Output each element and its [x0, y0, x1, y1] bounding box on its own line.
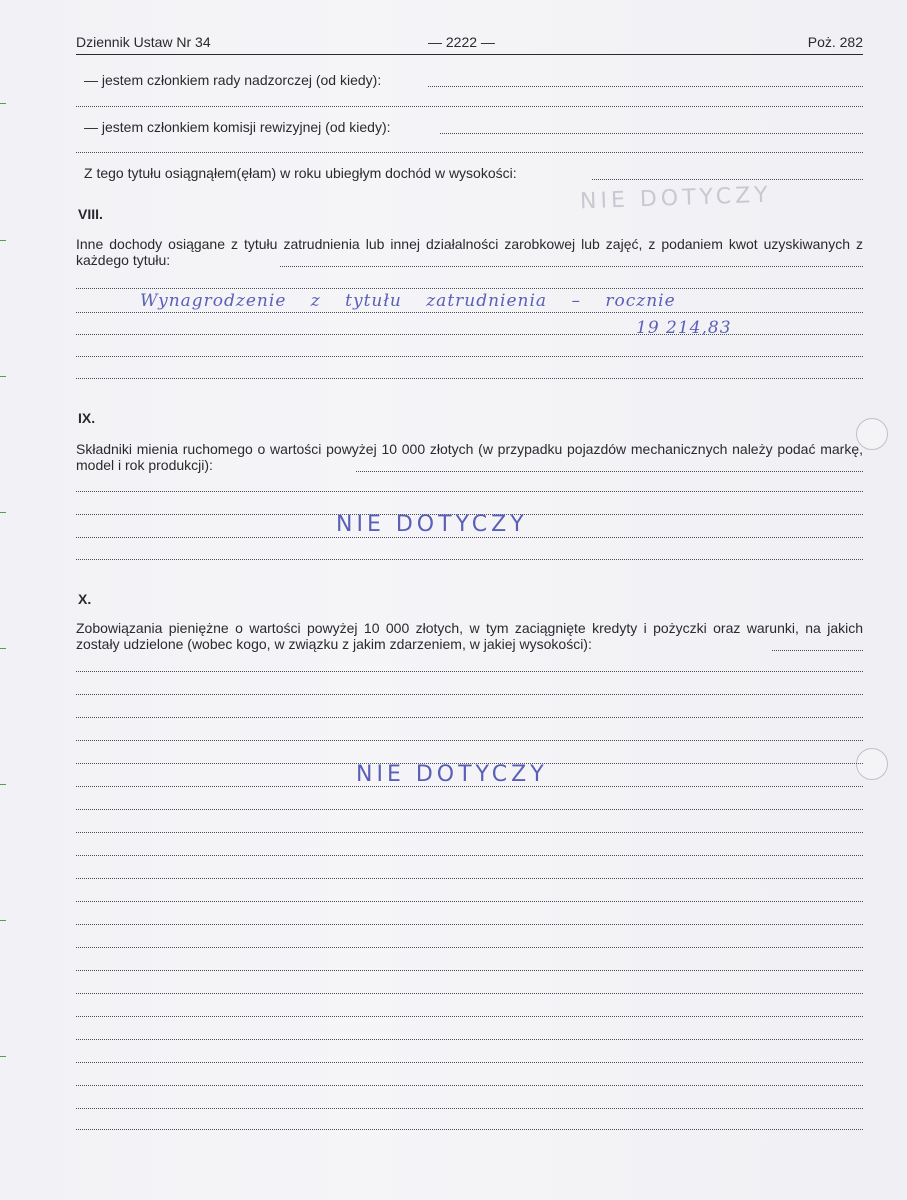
- blank-line[interactable]: [76, 559, 863, 560]
- audit-committee-label: — jestem członkiem komisji rewizyjnej (od kiedy):: [84, 119, 391, 135]
- income-field[interactable]: [592, 179, 863, 180]
- audit-committee-field[interactable]: [440, 133, 863, 134]
- blank-line[interactable]: [76, 1039, 863, 1040]
- blank-line[interactable]: [76, 312, 863, 313]
- edge-mark: [0, 512, 6, 513]
- blank-line[interactable]: [76, 1062, 863, 1063]
- blank-line[interactable]: [76, 356, 863, 357]
- blank-line[interactable]: [76, 152, 863, 153]
- punch-hole-bottom: [856, 748, 888, 780]
- blank-line[interactable]: [76, 1016, 863, 1017]
- handwritten-not-applicable-x: NIE DOTYCZY: [356, 762, 548, 787]
- blank-line[interactable]: [76, 106, 863, 107]
- blank-line[interactable]: [76, 378, 863, 379]
- supervisory-board-field[interactable]: [428, 86, 863, 87]
- blank-line[interactable]: [76, 901, 863, 902]
- blank-line[interactable]: [76, 1129, 863, 1130]
- blank-line[interactable]: [76, 694, 863, 695]
- header-rule: [76, 54, 863, 55]
- section-x-heading: X.: [78, 591, 92, 607]
- show-through-text: NIE DOTYCZY: [579, 182, 773, 215]
- section-viii-field[interactable]: [280, 266, 863, 267]
- blank-line[interactable]: [76, 878, 863, 879]
- blank-line[interactable]: [76, 1108, 863, 1109]
- section-x-field[interactable]: [772, 650, 863, 651]
- blank-line[interactable]: [76, 947, 863, 948]
- blank-line[interactable]: [76, 809, 863, 810]
- journal-title: Dziennik Ustaw Nr 34: [76, 34, 211, 50]
- blank-line[interactable]: [76, 717, 863, 718]
- blank-line[interactable]: [76, 537, 863, 538]
- page-header: [76, 34, 863, 54]
- position-number: Poż. 282: [807, 34, 863, 50]
- blank-line[interactable]: [76, 334, 863, 335]
- section-x-text: Zobowiązania pieniężne o wartości powyżej 10 000 złotych, w tym zaciągnięte kredyty i pożyczki oraz warunki, na jakich zostały udzielone (wobec kogo, w związku z jakim zdarzeniem, w jakiej wysokości):: [76, 620, 863, 652]
- supervisory-board-label: — jestem członkiem rady nadzorczej (od kiedy):: [84, 72, 382, 88]
- blank-line[interactable]: [76, 855, 863, 856]
- blank-line[interactable]: [76, 288, 863, 289]
- section-ix-heading: IX.: [78, 410, 96, 426]
- section-viii-heading: VIII.: [78, 206, 103, 222]
- blank-line[interactable]: [76, 740, 863, 741]
- edge-mark: [0, 1056, 6, 1057]
- blank-line[interactable]: [76, 832, 863, 833]
- blank-line[interactable]: [76, 1085, 863, 1086]
- handwritten-not-applicable-ix: NIE DOTYCZY: [336, 512, 528, 537]
- edge-mark: [0, 240, 6, 241]
- blank-line[interactable]: [76, 970, 863, 971]
- edge-mark: [0, 920, 6, 921]
- blank-line[interactable]: [76, 671, 863, 672]
- edge-mark: [0, 648, 6, 649]
- page-number: — 2222 —: [428, 34, 495, 50]
- section-viii-text: Inne dochody osiągane z tytułu zatrudnienia lub innej działalności zarobkowej lub zajęć, z podaniem kwot uzyskiwanych z każdego tytułu:: [76, 236, 863, 268]
- blank-line[interactable]: [76, 993, 863, 994]
- income-label: Z tego tytułu osiągnąłem(ęłam) w roku ubiegłym dochód w wysokości:: [84, 165, 517, 181]
- handwritten-income-entry: Wynagrodzenie z tytułu zatrudnienia – rocznie: [140, 291, 676, 311]
- edge-mark: [0, 376, 6, 377]
- edge-mark: [0, 784, 6, 785]
- blank-line[interactable]: [76, 491, 863, 492]
- section-ix-text: Składniki mienia ruchomego o wartości powyżej 10 000 złotych (w przypadku pojazdów mechanicznych należy podać markę, model i rok produkcji):: [76, 441, 863, 473]
- edge-mark: [0, 103, 6, 104]
- blank-line[interactable]: [76, 924, 863, 925]
- handwritten-income-amount: 19 214,83: [636, 318, 732, 338]
- section-ix-field[interactable]: [356, 471, 863, 472]
